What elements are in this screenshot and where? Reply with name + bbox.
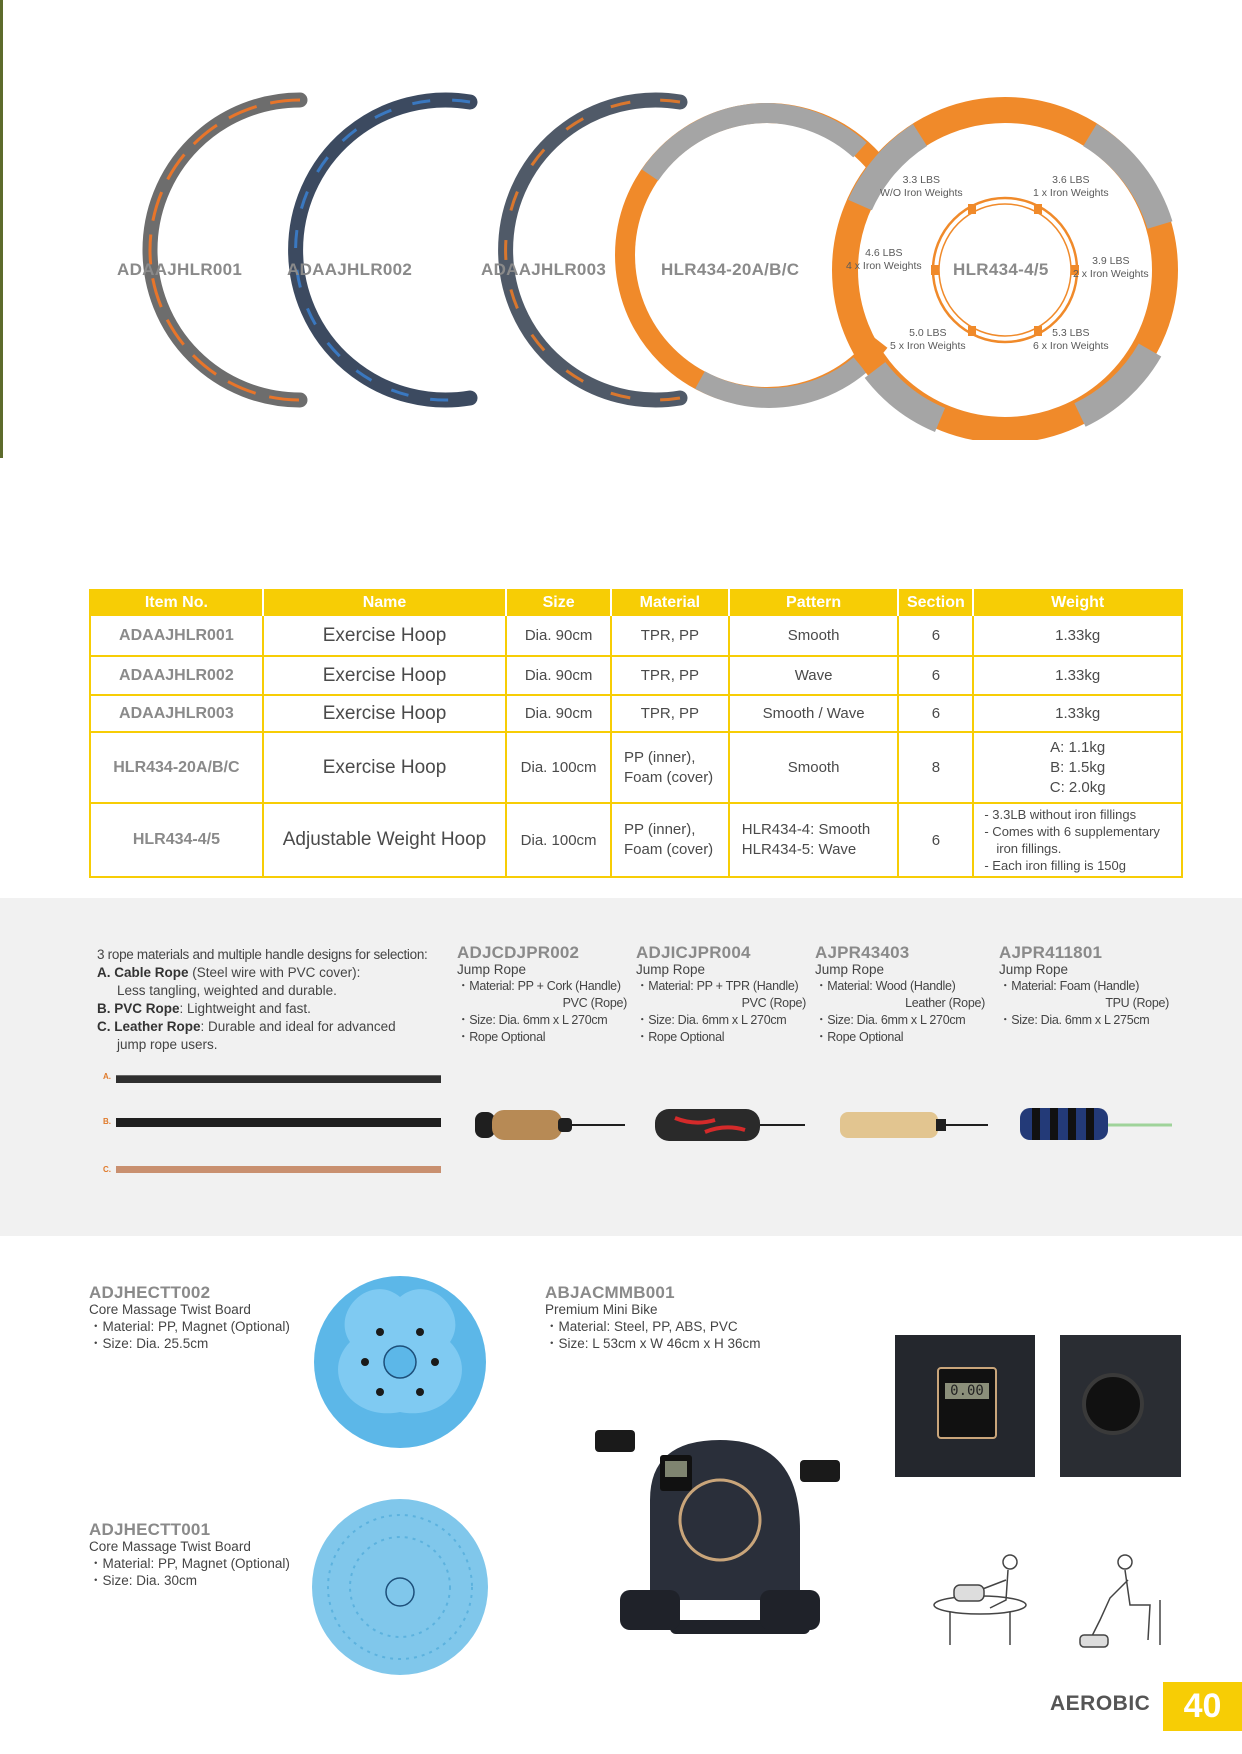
header-name: Name: [263, 590, 506, 615]
rope-bar-tag-c: C.: [103, 1165, 111, 1174]
hoop-label-1: ADAAJHLR001: [117, 260, 243, 279]
hoop-gallery: [0, 80, 1242, 440]
foam-handle-image: [1020, 1108, 1172, 1140]
cell-code: HLR434-20A/B/C: [90, 732, 263, 803]
cell-pattern: Wave: [729, 656, 899, 695]
cell-size: Dia. 100cm: [506, 803, 611, 877]
bike-knob-closeup: [1060, 1335, 1181, 1477]
header-weight: Weight: [973, 590, 1182, 615]
usage-illustrations: [930, 1550, 1180, 1660]
rope-product-2: ADJICJPR004 Jump Rope ・Material: PP + TPR (Handle) PVC (Rope) ・Size: Dia. 6mm x L 270cm ・Rope Optional: [636, 943, 806, 1044]
weight-label-1: 3.3 LBS W/O Iron Weights: [880, 174, 963, 199]
header-size: Size: [506, 590, 611, 615]
cell-name: Adjustable Weight Hoop: [263, 803, 506, 877]
weight-label-2: 3.6 LBS 1 x Iron Weights: [1033, 174, 1109, 199]
cell-material: [611, 732, 729, 803]
monitor-readout: 0.00: [945, 1383, 989, 1399]
twist-board-002-image: [310, 1272, 490, 1452]
leather-rope-sample: [116, 1166, 441, 1173]
table-row: [90, 803, 1182, 877]
cell-section: 6: [898, 615, 973, 656]
cell-pattern: Smooth: [729, 615, 899, 656]
material-line: PP (inner),: [624, 821, 696, 838]
rope-type-a: A. Cable Rope (Steel wire with PVC cover):: [97, 965, 361, 980]
hoop-label-2: ADAAJHLR002: [287, 260, 413, 279]
header-pattern: Pattern: [729, 590, 899, 615]
hoop-label-5: HLR434-4/5: [953, 260, 1049, 279]
material-line: Foam (cover): [624, 841, 714, 858]
cell-name: Exercise Hoop: [263, 615, 506, 656]
pvc-rope-sample: [116, 1118, 441, 1127]
cell-code: ADAAJHLR001: [90, 615, 263, 656]
cell-size: Dia. 90cm: [506, 656, 611, 695]
cell-code: HLR434-4/5: [90, 803, 263, 877]
table-row: [90, 695, 1182, 732]
table-row: [90, 615, 1182, 656]
pattern-line: HLR434-4: Smooth: [741, 821, 871, 838]
table-row: [90, 656, 1182, 695]
pattern-line: HLR434-5: Wave: [741, 841, 857, 858]
rope-product-4: AJPR411801 Jump Rope ・Material: Foam (Handle) TPU (Rope) ・Size: Dia. 6mm x L 275cm: [999, 943, 1169, 1027]
cell-material: TPR, PP: [611, 695, 729, 732]
rope-intro: [97, 946, 457, 1054]
rope-handle-images: [460, 1100, 1180, 1150]
twist-board-001-image: [310, 1497, 490, 1677]
cell-code: ADAAJHLR003: [90, 695, 263, 732]
bike-monitor: [937, 1367, 997, 1439]
header-material: Material: [611, 590, 729, 615]
cell-section: 8: [898, 732, 973, 803]
cell-name: Exercise Hoop: [263, 732, 506, 803]
cell-weight: 1.33kg: [973, 615, 1182, 656]
cell-section: 6: [898, 656, 973, 695]
rope-type-c-desc: jump rope users.: [117, 1037, 218, 1052]
cell-name: Exercise Hoop: [263, 695, 506, 732]
hoop-spec-table: [89, 589, 1183, 878]
weight-label-3: 4.6 LBS 4 x Iron Weights: [846, 247, 922, 272]
section-name: AEROBIC: [1050, 1692, 1151, 1715]
tpr-handle-image: [655, 1109, 805, 1141]
cell-pattern: Smooth: [729, 732, 899, 803]
header-section: Section: [898, 590, 973, 615]
hoop-adaajhlr001-image: [150, 100, 300, 400]
wood-handle-image: [840, 1112, 988, 1138]
rope-bar-tag-a: A.: [103, 1072, 111, 1081]
cell-size: Dia. 90cm: [506, 615, 611, 656]
cell-weight: [973, 803, 1182, 877]
rope-product-3: AJPR43403 Jump Rope ・Material: Wood (Handle) Leather (Rope) ・Size: Dia. 6mm x L 270cm ・Rope Optional: [815, 943, 985, 1044]
cell-weight: 1.33kg: [973, 695, 1182, 732]
weight-label-4: 3.9 LBS 2 x Iron Weights: [1073, 255, 1149, 280]
hoop-adaajhlr002-image: [296, 100, 470, 400]
page-number: 40: [1163, 1682, 1242, 1731]
rope-intro-title: 3 rope materials and multiple handle designs for selection:: [97, 947, 428, 962]
cell-material: [611, 803, 729, 877]
weight-line: - Each iron filling is 150g: [984, 858, 1126, 873]
cell-material: TPR, PP: [611, 656, 729, 695]
cell-pattern: [729, 803, 899, 877]
mini-bike-image: [590, 1420, 860, 1640]
table-row: [90, 732, 1182, 803]
weight-label-5: 5.0 LBS 5 x Iron Weights: [890, 327, 966, 352]
bike-display-closeup: [895, 1335, 1035, 1477]
weight-line: - 3.3LB without iron fillings: [984, 807, 1137, 822]
table-header-row: [90, 590, 1182, 615]
cork-handle-image: [475, 1110, 625, 1140]
rope-product-1: ADJCDJPR002 Jump Rope ・Material: PP + Cork (Handle) PVC (Rope) ・Size: Dia. 6mm x L 270cm ・Rope Optional: [457, 943, 627, 1044]
cell-section: 6: [898, 695, 973, 732]
hoop-label-4: HLR434-20A/B/C: [661, 260, 800, 279]
twist-board-001-info: ADJHECTT001 Core Massage Twist Board ・Material: PP, Magnet (Optional) ・Size: Dia. 30cm: [89, 1520, 290, 1588]
cell-name: Exercise Hoop: [263, 656, 506, 695]
tension-knob-icon: [1082, 1373, 1144, 1435]
weight-line: C: 2.0kg: [1049, 778, 1106, 796]
cell-code: ADAAJHLR002: [90, 656, 263, 695]
rope-bar-tag-b: B.: [103, 1117, 111, 1126]
cell-pattern: Smooth / Wave: [729, 695, 899, 732]
rope-type-a-desc: Less tangling, weighted and durable.: [117, 983, 337, 998]
cell-weight: [973, 732, 1182, 803]
cell-size: Dia. 100cm: [506, 732, 611, 803]
weight-line: A: 1.1kg: [1050, 738, 1106, 756]
weight-line: B: 1.5kg: [1050, 758, 1106, 776]
cable-rope-sample: [116, 1075, 441, 1083]
rope-type-c: C. Leather Rope: Durable and ideal for advanced: [97, 1019, 396, 1034]
hoop-label-3: ADAAJHLR003: [481, 260, 607, 279]
twist-board-002-info: ADJHECTT002 Core Massage Twist Board ・Material: PP, Magnet (Optional) ・Size: Dia. 25.5cm: [89, 1283, 290, 1351]
header-item-no: Item No.: [90, 590, 263, 615]
material-line: PP (inner),: [624, 748, 696, 766]
cell-size: Dia. 90cm: [506, 695, 611, 732]
cell-material: TPR, PP: [611, 615, 729, 656]
rope-type-b: B. PVC Rope: Lightweight and fast.: [97, 1001, 311, 1016]
weight-line: - Comes with 6 supplementary: [984, 824, 1160, 839]
weight-line: iron fillings.: [996, 841, 1062, 856]
mini-bike-info: ABJACMMB001 Premium Mini Bike ・Material: Steel, PP, ABS, PVC ・Size: L 53cm x W 46cm x H 36cm: [545, 1283, 761, 1351]
cell-weight: 1.33kg: [973, 656, 1182, 695]
material-line: Foam (cover): [624, 768, 714, 786]
cell-section: 6: [898, 803, 973, 877]
weight-label-6: 5.3 LBS 6 x Iron Weights: [1033, 327, 1109, 352]
